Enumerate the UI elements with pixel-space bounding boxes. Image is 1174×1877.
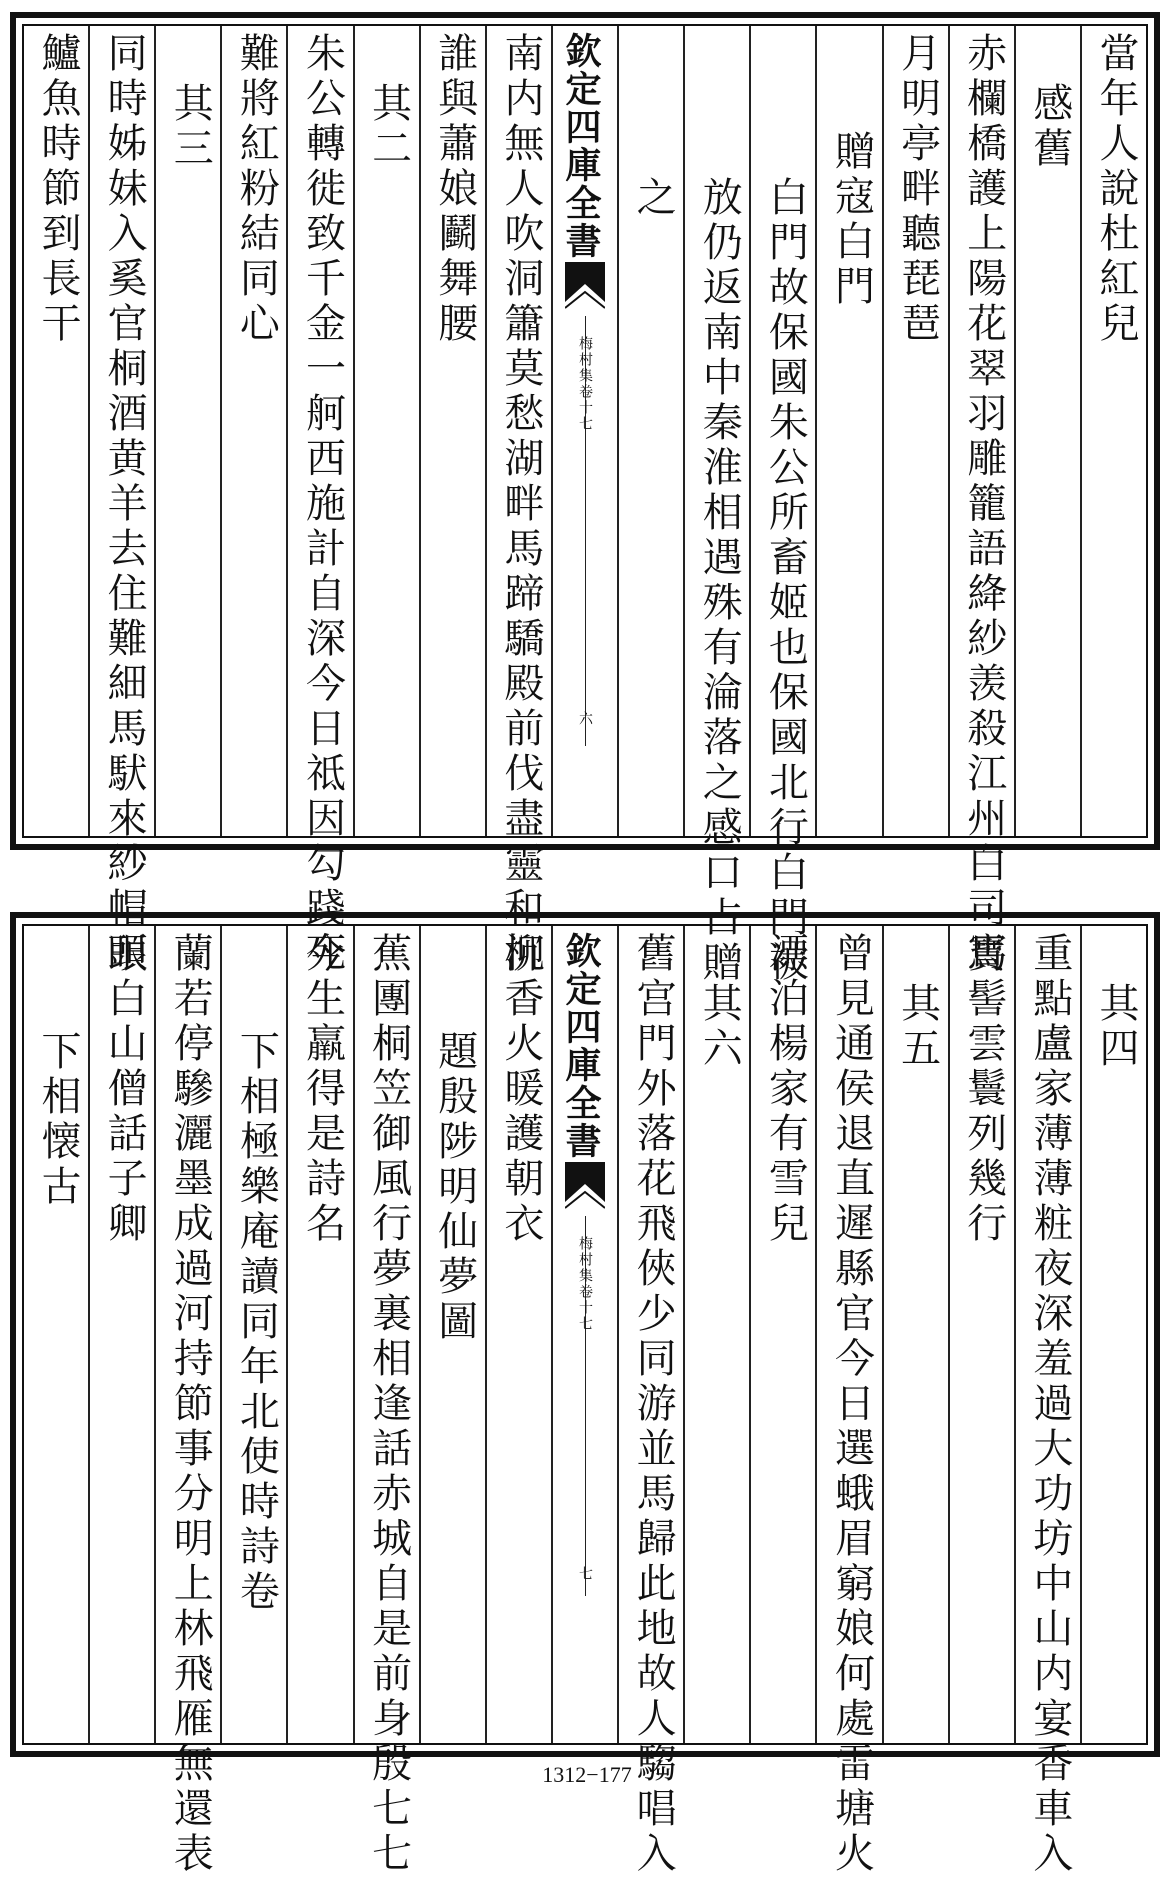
column-text: 放仍返南中秦淮相遇殊有淪落之感口占贈 — [696, 176, 743, 986]
column-text: 贈寇白門 — [828, 130, 875, 310]
column-text: 其三 — [167, 82, 214, 172]
column-text: 曾見通侯退直遲縣官今日選蛾眉窮娘何處雷塘火 — [828, 932, 875, 1877]
text-column — [24, 926, 88, 1743]
text-column — [1014, 926, 1080, 1877]
column-text: 重點盧家薄薄粧夜深羞過大功坊中山内宴香車入 — [1026, 932, 1073, 1877]
column-text: 其五 — [894, 982, 941, 1072]
column-text: 舊宫門外落花飛俠少同游並馬歸此地故人騶唱入 — [630, 932, 677, 1877]
column-text: 其四 — [1092, 982, 1139, 1072]
fishtail-mark-icon — [565, 262, 605, 312]
fold-center-column — [551, 926, 617, 1743]
text-column — [1080, 926, 1146, 1743]
text-column — [882, 926, 948, 1743]
text-column — [948, 926, 1014, 1743]
text-column — [154, 926, 220, 1877]
text-column — [154, 26, 220, 836]
text-column — [948, 26, 1014, 977]
column-text: 白門故保國朱公所畜姬也保國北行白門被 — [762, 176, 809, 986]
leaf-number: 六 — [576, 711, 593, 725]
text-column — [683, 26, 749, 986]
text-column — [882, 26, 948, 836]
column-text: 寶髻雲鬟列幾行 — [960, 932, 1007, 1247]
text-column — [749, 26, 815, 986]
text-column — [24, 26, 88, 836]
text-column — [419, 926, 485, 1743]
fishtail-mark-icon — [565, 1162, 605, 1212]
page-number-footer: 1312−177 — [542, 1762, 632, 1787]
text-column — [683, 926, 749, 1743]
column-text: 感舊 — [1026, 82, 1073, 172]
text-column — [353, 926, 419, 1877]
text-column — [220, 26, 286, 836]
fold-center-column — [551, 26, 617, 836]
column-text: 當年人說杜紅兒 — [1092, 32, 1139, 347]
text-column — [749, 926, 815, 1743]
column-text: 沉香火暖護朝衣 — [497, 932, 544, 1247]
column-text: 頭白山僧話子卿 — [101, 932, 148, 1247]
column-text: 蕉團桐笠御風行夢裏相逢話赤城自是前身殷七七 — [365, 932, 412, 1877]
column-text: 赤欄橋護上陽花翠羽雕籠語絳紗羡殺江州白司馬 — [960, 32, 1007, 977]
text-column — [286, 26, 352, 977]
column-text: 其二 — [365, 82, 412, 172]
text-column — [88, 26, 154, 977]
column-text: 同時姊妹入奚官桐酒黄羊去住難細馬䭾來紗帽眼 — [101, 32, 148, 977]
collection-banner: 欽定四庫全書 — [559, 32, 602, 260]
column-text: 朱公轉徙致千金一舸西施計自深今日祗因勾踐死 — [299, 32, 346, 977]
text-column — [220, 926, 286, 1743]
column-text: 下相懐古 — [34, 1030, 81, 1210]
text-column — [419, 26, 485, 836]
text-column — [1080, 26, 1146, 836]
text-column — [815, 26, 881, 836]
leaf-number: 七 — [576, 1566, 593, 1580]
volume-label: 梅村集卷十七 — [576, 336, 593, 432]
column-text: 鱸魚時節到長干 — [34, 32, 81, 347]
text-column — [286, 926, 352, 1743]
text-column — [815, 926, 881, 1877]
top-page-columns — [24, 26, 1146, 986]
volume-label: 梅村集卷十七 — [576, 1236, 593, 1332]
column-text: 下相極樂庵讀同年北使時詩卷 — [233, 1030, 280, 1615]
text-column — [353, 26, 419, 836]
collection-banner: 欽定四庫全書 — [559, 932, 602, 1160]
text-column — [617, 926, 683, 1877]
text-column — [485, 26, 551, 977]
column-text: 題殷陟明仙夢圖 — [431, 1030, 478, 1345]
column-text: 南内無人吹洞簫莫愁湖畔馬蹄驕殿前伐盡靈和柳 — [497, 32, 544, 977]
top-page — [10, 12, 1160, 986]
column-text: 今生羸得是詩名 — [299, 932, 346, 1247]
column-text: 月明亭畔聽琵琶 — [894, 32, 941, 347]
text-column — [485, 926, 551, 1743]
column-text: 其六 — [696, 982, 743, 1072]
column-text: 漂泊楊家有雪兒 — [762, 932, 809, 1247]
text-column — [88, 926, 154, 1743]
column-text: 誰與蕭娘鬬舞腰 — [431, 32, 478, 347]
top-page-frame — [22, 24, 1148, 986]
column-text: 蘭若停驂灑墨成過河持節事分明上林飛雁無還表 — [167, 932, 214, 1877]
column-text: 之 — [630, 176, 677, 221]
text-column — [617, 26, 683, 836]
column-text: 難將紅粉結同心 — [233, 32, 280, 347]
text-column — [1014, 26, 1080, 836]
